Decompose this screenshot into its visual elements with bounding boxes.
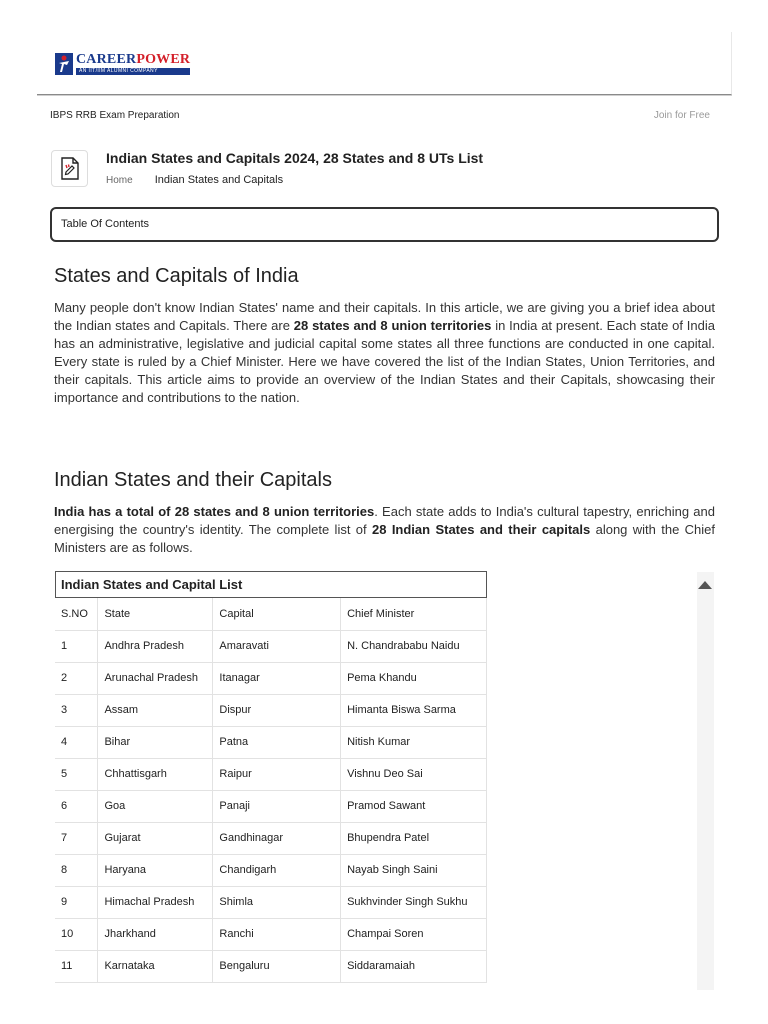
table-row [55, 726, 487, 758]
table-cell: Pema Khandu [341, 662, 487, 694]
section-paragraph-total: India has a total of 28 states and 8 union territories. Each state adds to India's cultural tapestry, enriching and energising the country's identity. The complete list of 28 Indian States and their capitals along with the Chief Ministers are as follows. [54, 504, 716, 555]
table-cell: Himanta Biswa Sarma [341, 694, 487, 726]
table-row [55, 918, 487, 950]
table-cell: Dispur [213, 694, 341, 726]
article-title: Indian States and Capitals 2024, 28 States and 8 UTs List [106, 150, 484, 166]
table-cell: Goa [98, 790, 213, 822]
document-edit-icon [51, 150, 88, 187]
table-row [55, 694, 487, 726]
table-cell: Arunachal Pradesh [98, 662, 213, 694]
join-for-free-link[interactable]: Join for Free [653, 110, 710, 121]
table-cell: Haryana [98, 854, 213, 886]
table-header-cell: S.NO [55, 598, 98, 630]
table-row [55, 822, 487, 854]
table-header-cell: Chief Minister [341, 598, 487, 630]
table-caption: Indian States and Capital List [55, 571, 487, 598]
table-cell: Himachal Pradesh [98, 886, 213, 918]
table-cell: 10 [55, 918, 98, 950]
section-paragraph-intro: Many people don't know Indian States' name and their capitals. In this article, we are giving you a brief idea about the Indian states and Capitals. There are 28 states and 8 union territories in India at present. Each state of India has an administrative, legislative and judicial capital some states all three functions are conducted in one capital. Every state is ruled by a Chief Minister. Here we have covered the list of the Indian States, Union Territories, and their capitals. This article aims to provide an overview of the Indian States and their Capitals, showcasing their importance and contributions to the nation. [54, 300, 715, 405]
table-cell: Bengaluru [213, 950, 341, 982]
table-cell: 3 [55, 694, 98, 726]
table-row [55, 790, 487, 822]
breadcrumb [106, 174, 283, 186]
table-cell: Pramod Sawant [341, 790, 487, 822]
table-cell: 11 [55, 950, 98, 982]
table-cell: 2 [55, 662, 98, 694]
table-cell: 6 [55, 790, 98, 822]
table-row [55, 950, 487, 982]
logo-wordmark: CAREERPOWER [76, 52, 191, 67]
table-cell: Patna [213, 726, 341, 758]
table-cell: Siddaramaiah [341, 950, 487, 982]
side-panel [697, 572, 714, 990]
table-cell: Raipur [213, 758, 341, 790]
breadcrumb-current: Indian States and Capitals [154, 174, 284, 186]
table-cell: Gujarat [98, 822, 213, 854]
table-cell: 1 [55, 630, 98, 662]
table-row [55, 854, 487, 886]
table-cell: Chandigarh [213, 854, 341, 886]
table-header-cell: Capital [213, 598, 341, 630]
table-header-cell: State [98, 598, 213, 630]
table-cell: Gandhinagar [213, 822, 341, 854]
table-row [55, 630, 487, 662]
career-power-logo[interactable] [55, 52, 190, 76]
table-row [55, 886, 487, 918]
site-header [37, 32, 732, 95]
table-cell: Shimla [213, 886, 341, 918]
logo-mark-icon [55, 53, 73, 75]
breadcrumb-home[interactable]: Home [106, 175, 133, 186]
table-cell: 5 [55, 758, 98, 790]
table-cell: Nayab Singh Saini [341, 854, 487, 886]
table-cell: N. Chandrababu Naidu [341, 630, 487, 662]
table-cell: 8 [55, 854, 98, 886]
table-cell: Jharkhand [98, 918, 213, 950]
table-cell: 9 [55, 886, 98, 918]
table-cell: 7 [55, 822, 98, 854]
section-heading-states-their-capitals: Indian States and their Capitals [54, 469, 332, 491]
table-cell: Panaji [213, 790, 341, 822]
table-cell: Andhra Pradesh [98, 630, 213, 662]
table-cell: Assam [98, 694, 213, 726]
table-row [55, 758, 487, 790]
states-capitals-table [55, 571, 487, 983]
logo-tagline: AN IIT/IIM ALUMNI COMPANY [76, 68, 190, 75]
table-header-row [55, 598, 487, 630]
table-cell: Itanagar [213, 662, 341, 694]
table-cell: 4 [55, 726, 98, 758]
table-cell: Chhattisgarh [98, 758, 213, 790]
table-of-contents-toggle[interactable]: Table Of Contents [50, 207, 719, 242]
table-cell: Karnataka [98, 950, 213, 982]
table-cell: Bihar [98, 726, 213, 758]
table-row [55, 662, 487, 694]
table-cell: Amaravati [213, 630, 341, 662]
article-header [51, 150, 711, 190]
table-cell: Bhupendra Patel [341, 822, 487, 854]
table-cell: Vishnu Deo Sai [341, 758, 487, 790]
table-cell: Nitish Kumar [341, 726, 487, 758]
caret-up-icon[interactable] [697, 578, 713, 592]
sub-navigation [50, 108, 710, 124]
table-cell: Ranchi [213, 918, 341, 950]
section-heading-states-capitals: States and Capitals of India [54, 265, 299, 287]
table-cell: Champai Soren [341, 918, 487, 950]
table-cell: Sukhvinder Singh Sukhu [341, 886, 487, 918]
exam-category-link[interactable]: IBPS RRB Exam Preparation [50, 110, 180, 121]
